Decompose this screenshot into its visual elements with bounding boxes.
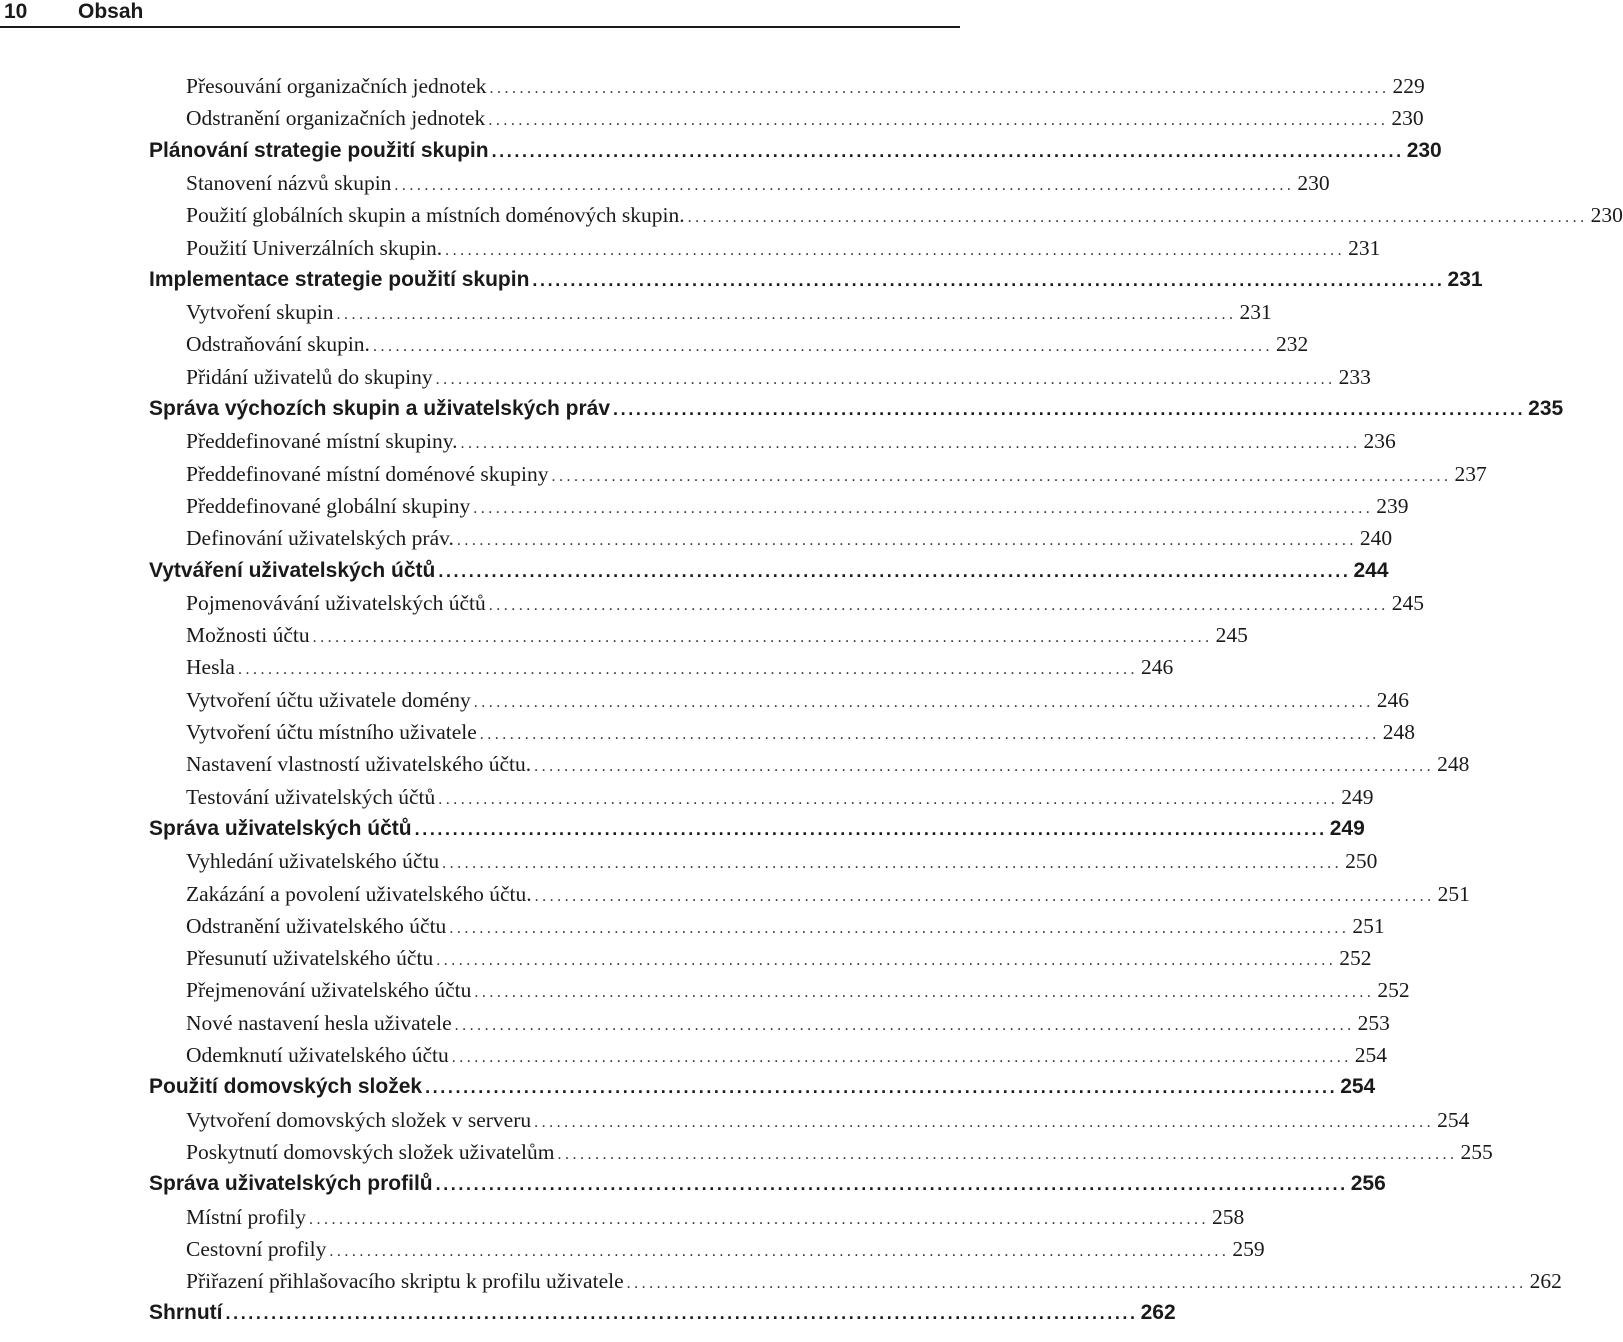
toc-subsection-entry[interactable] bbox=[186, 429, 1396, 460]
toc-entry-title: Nastavení vlastností uživatelského účtu. bbox=[186, 752, 532, 777]
dot-leader: ........................................................................................................................ bbox=[445, 241, 1346, 259]
toc-entry-page-number: 233 bbox=[1338, 364, 1371, 389]
toc-entry-page-number: 231 bbox=[1239, 300, 1272, 325]
toc-entry-title: Stanovení názvů skupin bbox=[186, 170, 392, 195]
dot-leader: ........................................................................................................................ bbox=[489, 80, 1390, 97]
dot-leader: ........................................................................................................................ bbox=[442, 855, 1343, 873]
toc-entry-page-number: 240 bbox=[1359, 526, 1393, 551]
page-title: Obsah bbox=[78, 0, 144, 23]
toc-entry-title: Pojmenovávání uživatelských účtů bbox=[186, 590, 486, 615]
toc-subsection-entry[interactable] bbox=[186, 461, 1487, 493]
toc-subsection-entry[interactable] bbox=[186, 881, 1470, 913]
dot-leader: ........................................................................................................................ bbox=[460, 435, 1361, 453]
page-number: 10 bbox=[4, 0, 28, 23]
toc-entry-title: Předdefinované místní doménové skupiny bbox=[186, 461, 549, 486]
toc-subsection-entry[interactable] bbox=[186, 784, 1374, 816]
toc-subsection-entry[interactable] bbox=[186, 720, 1416, 751]
toc-entry-page-number: 249 bbox=[1329, 816, 1365, 840]
dot-leader: ........................................................................................................................ bbox=[479, 726, 1380, 743]
page-header bbox=[0, 0, 960, 24]
toc-entry-page-number: 251 bbox=[1437, 881, 1470, 906]
toc-entry-page-number: 262 bbox=[1529, 1269, 1562, 1294]
dot-leader: ........................................................................................................................ bbox=[551, 467, 1452, 485]
toc-section-entry[interactable] bbox=[149, 558, 1389, 590]
dot-leader: ........................................................................................................................ bbox=[488, 596, 1389, 614]
dot-leader: ........................................................................................................................ bbox=[237, 661, 1138, 679]
dot-leader: ........................................................................................................................ bbox=[438, 790, 1339, 808]
toc-entry-page-number: 254 bbox=[1340, 1075, 1376, 1099]
toc-subsection-entry[interactable] bbox=[186, 1107, 1470, 1139]
toc-entry-page-number: 256 bbox=[1350, 1172, 1386, 1196]
toc-section-entry[interactable] bbox=[149, 1075, 1376, 1106]
toc-section-entry[interactable] bbox=[149, 397, 1564, 428]
toc-entry-title: Implementace strategie použití skupin bbox=[149, 267, 530, 291]
toc-entry-title: Testování uživatelských účtů bbox=[186, 784, 436, 809]
toc-subsection-entry[interactable] bbox=[186, 913, 1385, 945]
dot-leader: ........................................................................................................................ bbox=[225, 1303, 1138, 1324]
toc-entry-page-number: 251 bbox=[1352, 913, 1385, 938]
dot-leader: ........................................................................................................................ bbox=[613, 399, 1526, 419]
dot-leader: ........................................................................................................................ bbox=[557, 1145, 1458, 1163]
toc-entry-page-number: 230 bbox=[1297, 170, 1330, 195]
toc-section-entry[interactable] bbox=[149, 138, 1442, 170]
toc-entry-page-number: 249 bbox=[1341, 784, 1374, 809]
dot-leader: ........................................................................................................................ bbox=[394, 176, 1295, 194]
toc-entry-page-number: 254 bbox=[1354, 1043, 1387, 1067]
toc-subsection-entry[interactable] bbox=[186, 332, 1309, 363]
toc-section-entry[interactable] bbox=[149, 267, 1483, 299]
dot-leader: ........................................................................................................................ bbox=[454, 1016, 1355, 1034]
toc-entry-page-number: 250 bbox=[1345, 849, 1378, 874]
toc-subsection-entry[interactable] bbox=[186, 526, 1393, 557]
toc-entry-page-number: 239 bbox=[1376, 493, 1409, 518]
dot-leader: ........................................................................................................................ bbox=[449, 919, 1350, 937]
toc-subsection-entry[interactable] bbox=[186, 687, 1410, 719]
toc-entry-page-number: 245 bbox=[1391, 590, 1424, 615]
toc-entry-page-number: 245 bbox=[1215, 623, 1248, 648]
toc-entry-title: Správa uživatelských profilů bbox=[149, 1172, 433, 1196]
dot-leader: ........................................................................................................................ bbox=[329, 1242, 1230, 1260]
toc-entry-title: Plánování strategie použití skupin bbox=[149, 138, 489, 162]
toc-subsection-entry[interactable] bbox=[186, 300, 1272, 331]
toc-entry-page-number: 246 bbox=[1376, 687, 1410, 712]
dot-leader: ........................................................................................................................ bbox=[372, 338, 1273, 356]
toc-subsection-entry[interactable] bbox=[186, 493, 1409, 525]
toc-subsection-entry[interactable] bbox=[186, 106, 1424, 137]
toc-entry-title: Přesunutí uživatelského účtu bbox=[186, 946, 434, 971]
toc-entry-page-number: 252 bbox=[1339, 946, 1372, 971]
toc-entry-title: Vyhledání uživatelského účtu bbox=[186, 849, 440, 874]
toc-entry-title: Nové nastavení hesla uživatele bbox=[186, 1010, 452, 1035]
toc-entry-page-number: 246 bbox=[1140, 655, 1174, 680]
dot-leader: ........................................................................................................................ bbox=[425, 1077, 1338, 1098]
toc-entry-page-number: 231 bbox=[1447, 267, 1483, 291]
toc-subsection-entry[interactable] bbox=[186, 590, 1424, 622]
toc-entry-page-number: 253 bbox=[1357, 1010, 1390, 1035]
dot-leader: ........................................................................................................................ bbox=[534, 1113, 1435, 1131]
toc-subsection-entry[interactable] bbox=[186, 1010, 1390, 1042]
toc-entry-page-number: 229 bbox=[1392, 74, 1425, 98]
dot-leader: ........................................................................................................................ bbox=[473, 499, 1374, 517]
toc-entry-page-number: 262 bbox=[1140, 1301, 1176, 1325]
toc-entry-title: Vytvoření domovských složek v serveru bbox=[186, 1107, 532, 1132]
dot-leader: ........................................................................................................................ bbox=[456, 532, 1357, 550]
toc-subsection-entry[interactable] bbox=[186, 203, 1623, 234]
toc-entry-title: Přesouvání organizačních jednotek bbox=[186, 74, 487, 98]
toc-subsection-entry[interactable] bbox=[186, 849, 1378, 880]
toc-entry-title: Správa uživatelských účtů bbox=[149, 816, 412, 840]
dot-leader: ........................................................................................................................ bbox=[435, 370, 1336, 388]
toc-entry-title: Použití domovských složek bbox=[149, 1075, 423, 1099]
toc-subsection-entry[interactable] bbox=[186, 1204, 1245, 1236]
toc-entry-title: Odstranění organizačních jednotek bbox=[186, 106, 486, 131]
dot-leader: ........................................................................................................................ bbox=[414, 818, 1327, 839]
dot-leader: ........................................................................................................................ bbox=[436, 952, 1337, 970]
toc-entry-title: Shrnutí bbox=[149, 1301, 223, 1325]
toc-subsection-entry[interactable] bbox=[186, 978, 1410, 1009]
toc-subsection-entry[interactable] bbox=[186, 1043, 1387, 1074]
dot-leader: ........................................................................................................................ bbox=[488, 112, 1389, 130]
toc-entry-page-number: 248 bbox=[1382, 720, 1416, 744]
toc-section-entry[interactable] bbox=[149, 1172, 1386, 1203]
toc-entry-page-number: 232 bbox=[1275, 332, 1309, 357]
toc-entry-page-number: 237 bbox=[1454, 461, 1487, 486]
toc-entry-page-number: 230 bbox=[1391, 106, 1424, 131]
toc-entry-page-number: 244 bbox=[1353, 558, 1389, 582]
toc-entry-title: Použití globálních skupin a místních doménových skupin. bbox=[186, 203, 685, 228]
dot-leader: ........................................................................................................................ bbox=[474, 984, 1375, 1002]
toc-subsection-entry[interactable] bbox=[186, 1139, 1493, 1171]
dot-leader: ........................................................................................................................ bbox=[532, 269, 1445, 290]
toc-subsection-entry[interactable] bbox=[186, 74, 1425, 105]
toc-entry-title: Hesla bbox=[186, 655, 235, 680]
toc-entry-page-number: 235 bbox=[1528, 397, 1564, 420]
toc-entry-page-number: 254 bbox=[1437, 1107, 1470, 1132]
dot-leader: ........................................................................................................................ bbox=[534, 758, 1435, 776]
dot-leader: ........................................................................................................................ bbox=[687, 209, 1588, 227]
toc-entry-title: Poskytnutí domovských složek uživatelům bbox=[186, 1139, 555, 1164]
toc-subsection-entry[interactable] bbox=[186, 170, 1330, 202]
toc-subsection-entry[interactable] bbox=[186, 623, 1248, 654]
toc-entry-title: Správa výchozích skupin a uživatelských práv bbox=[149, 397, 611, 420]
toc-subsection-entry[interactable] bbox=[186, 1269, 1562, 1300]
dot-leader: ........................................................................................................................ bbox=[312, 629, 1213, 647]
toc-entry-page-number: 230 bbox=[1590, 203, 1623, 228]
toc-section-entry[interactable] bbox=[149, 1301, 1176, 1332]
toc-entry-title: Vytvoření účtu uživatele domény bbox=[186, 687, 471, 712]
toc-subsection-entry[interactable] bbox=[186, 655, 1174, 686]
toc-entry-title: Vytvoření skupin bbox=[186, 300, 334, 325]
toc-entry-title: Vytvoření účtu místního uživatele bbox=[186, 720, 477, 744]
toc-entry-title: Možnosti účtu bbox=[186, 623, 310, 648]
toc-entry-title: Přiřazení přihlašovacího skriptu k profilu uživatele bbox=[186, 1269, 624, 1294]
toc-entry-page-number: 231 bbox=[1348, 235, 1381, 260]
toc-entry-title: Přidání uživatelů do skupiny bbox=[186, 364, 433, 389]
toc-entry-page-number: 230 bbox=[1406, 138, 1442, 162]
toc-entry-title: Předdefinované globální skupiny bbox=[186, 493, 471, 518]
toc-subsection-entry[interactable] bbox=[186, 235, 1381, 267]
toc-entry-title: Vytváření uživatelských účtů bbox=[149, 558, 436, 582]
toc-entry-page-number: 258 bbox=[1212, 1204, 1245, 1229]
dot-leader: ........................................................................................................................ bbox=[491, 140, 1404, 161]
toc-subsection-entry[interactable] bbox=[186, 1236, 1265, 1268]
toc-entry-title: Přejmenování uživatelského účtu bbox=[186, 978, 472, 1003]
toc-entry-title: Místní profily bbox=[186, 1204, 307, 1229]
toc-subsection-entry[interactable] bbox=[186, 946, 1372, 977]
toc-entry-title: Odstranění uživatelského účtu bbox=[186, 913, 447, 938]
dot-leader: ........................................................................................................................ bbox=[534, 887, 1435, 905]
toc-entry-page-number: 252 bbox=[1377, 978, 1410, 1003]
dot-leader: ........................................................................................................................ bbox=[438, 560, 1351, 581]
toc-entry-title: Odstraňování skupin. bbox=[186, 332, 370, 357]
toc-entry-page-number: 255 bbox=[1460, 1139, 1493, 1164]
toc-entry-page-number: 248 bbox=[1437, 752, 1470, 777]
dot-leader: ........................................................................................................................ bbox=[309, 1210, 1210, 1228]
toc-entry-title: Definování uživatelských práv. bbox=[186, 526, 454, 551]
toc-subsection-entry[interactable] bbox=[186, 364, 1371, 396]
toc-entry-title: Použití Univerzálních skupin. bbox=[186, 235, 443, 260]
toc-entry-title: Zakázání a povolení uživatelského účtu. bbox=[186, 881, 532, 906]
toc-section-entry[interactable] bbox=[149, 816, 1365, 848]
toc-subsection-entry[interactable] bbox=[186, 752, 1470, 783]
dot-leader: ........................................................................................................................ bbox=[336, 306, 1237, 324]
toc-entry-page-number: 259 bbox=[1232, 1236, 1265, 1261]
toc-entry-title: Předdefinované místní skupiny. bbox=[186, 429, 458, 454]
dot-leader: ........................................................................................................................ bbox=[435, 1174, 1348, 1195]
header-rule bbox=[0, 26, 960, 28]
toc-entry-title: Odemknutí uživatelského účtu bbox=[186, 1043, 449, 1067]
toc-entry-title: Cestovní profily bbox=[186, 1236, 327, 1261]
dot-leader: ........................................................................................................................ bbox=[626, 1275, 1527, 1293]
toc-entry-page-number: 236 bbox=[1363, 429, 1396, 454]
dot-leader: ........................................................................................................................ bbox=[473, 693, 1374, 711]
dot-leader: ........................................................................................................................ bbox=[451, 1049, 1352, 1066]
